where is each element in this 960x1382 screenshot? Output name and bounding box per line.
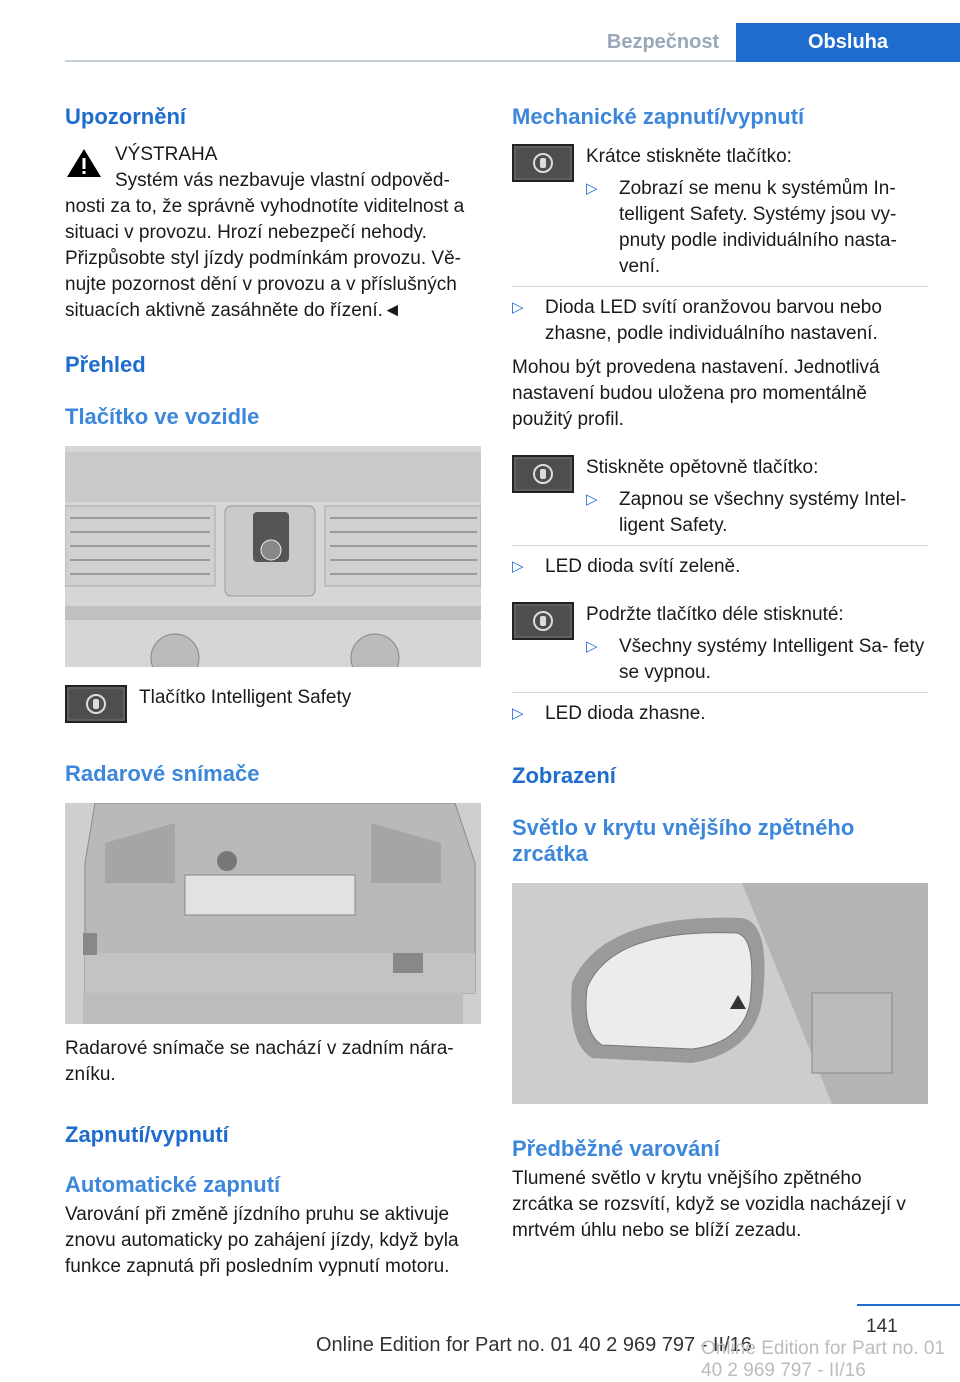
radar-sensors-image — [65, 803, 481, 1024]
heading-prewarning: Předběžné varování — [512, 1136, 720, 1161]
bullet-divider — [512, 692, 928, 693]
bullet-divider — [512, 545, 928, 546]
step1-row — [512, 144, 928, 280]
intelligent-safety-button-icon — [512, 602, 574, 640]
step3-bullet-1-text: Všechny systémy Intelligent Sa‐ fety se vypnou. — [619, 636, 925, 683]
warning-block — [65, 142, 481, 324]
watermark: Online Edition for Part no. 01 40 2 969 797 - II/16 — [701, 1338, 945, 1381]
footer-rule — [857, 1304, 960, 1306]
right-column — [512, 100, 928, 1244]
dashboard-button-image — [65, 446, 481, 667]
button-caption-row — [65, 685, 481, 723]
heading-mirror-light: Světlo v krytu vnějšího zpětného zrcátka — [512, 815, 855, 866]
triangle-bullet-icon: ▷ — [512, 705, 524, 722]
triangle-bullet-icon: ▷ — [512, 558, 524, 575]
heading-radar-sensors: Radarové snímače — [65, 761, 260, 786]
step2-intro: Stiskněte opětovně tlačítko: — [586, 457, 819, 478]
step3-bullet-1 — [586, 634, 928, 686]
button-caption: Tlačítko Intelligent Safety — [139, 687, 352, 708]
step3-row — [512, 602, 928, 686]
side-mirror-illustration — [512, 883, 928, 1104]
step2-bullet-2 — [512, 554, 928, 580]
page-number: 141 — [866, 1316, 898, 1337]
step1-bullet-1 — [586, 176, 928, 280]
heading-button-in-vehicle: Tlačítko ve vozidle — [65, 404, 260, 429]
heading-manual-on-off: Mechanické zapnutí/vypnutí — [512, 104, 805, 129]
heading-overview: Přehled — [65, 352, 146, 377]
step1-bullet-2 — [512, 295, 928, 347]
heading-auto-on: Automatické zapnutí — [65, 1172, 281, 1197]
radar-text: Radarové snímače se nachází v zadním nára‐ zníku. — [65, 1038, 454, 1085]
step1-intro: Krátce stiskněte tlačítko: — [586, 146, 792, 167]
tab-bezpecnost[interactable]: Bezpečnost — [606, 31, 720, 53]
intelligent-safety-button-icon — [512, 144, 574, 182]
left-column — [65, 100, 481, 1280]
edition-note: Online Edition for Part no. 01 40 2 969 797 - II/16 — [316, 1334, 752, 1356]
settings-text: Mohou být provedena nastavení. Jednotlivá nastavení budou uložena pro momentálně použitý profil. — [512, 357, 880, 430]
dashboard-vents-illustration — [65, 446, 481, 667]
triangle-bullet-icon: ▷ — [586, 638, 598, 655]
step2-row — [512, 455, 928, 539]
heading-warning: Upozornění — [65, 104, 186, 129]
bullet-divider — [512, 286, 928, 287]
step2-bullet-1 — [586, 487, 928, 539]
tab-obsluha[interactable]: Obsluha — [736, 23, 960, 62]
heading-on-off: Zapnutí/vypnutí — [65, 1122, 229, 1147]
step2-bullet-1-text: Zapnou se všechny systémy Intel‐ ligent Safety. — [619, 489, 907, 536]
mirror-image — [512, 883, 928, 1104]
warning-text: Systém vás nezbavuje vlastní odpověd‐ nosti za to, že správně vyhodnotíte viditelnost a situaci v provozu. Hrozí nebezpečí nehody. Přizpůsobte styl jízdy podmínkám provozu. Vě‐ nujte pozornost dění v provozu a v příslušných situacích aktivně zasáhněte do řízení.◄ — [65, 170, 465, 321]
car-rear-illustration — [65, 803, 481, 1024]
step3-bullet-2 — [512, 701, 928, 727]
step3-bullet-2-text: LED dioda zhasne. — [545, 703, 706, 724]
triangle-bullet-icon: ▷ — [586, 180, 598, 197]
heading-display: Zobrazení — [512, 763, 616, 788]
warning-triangle-icon — [65, 146, 103, 180]
step1-bullet-2-text: Dioda LED svítí oranžovou barvou nebo zhasne, podle individuálního nastavení. — [545, 297, 882, 344]
intelligent-safety-button-icon — [65, 685, 127, 723]
auto-on-text: Varování při změně jízdního pruhu se aktivuje znovu automaticky po zahájení jízdy, když byla funkce zapnutá při posledním vypnutí motoru. — [65, 1204, 459, 1277]
step3-intro: Podržte tlačítko déle stisknuté: — [586, 604, 844, 625]
step1-bullet-1-text: Zobrazí se menu k systémům In‐ telligent Safety. Systémy jsou vy‐ pnuty podle individuálního nasta‐ vení. — [619, 178, 897, 277]
triangle-bullet-icon: ▷ — [586, 491, 598, 508]
intelligent-safety-button-icon — [512, 455, 574, 493]
triangle-bullet-icon: ▷ — [512, 299, 524, 316]
step2-bullet-2-text: LED dioda svítí zeleně. — [545, 556, 741, 577]
warning-label: VÝSTRAHA — [115, 144, 218, 165]
prewarning-text: Tlumené světlo v krytu vnějšího zpětného zrcátka se rozsvítí, když se vozidla nacházejí v mrtvém úhlu nebo se blíží zezadu. — [512, 1168, 906, 1241]
